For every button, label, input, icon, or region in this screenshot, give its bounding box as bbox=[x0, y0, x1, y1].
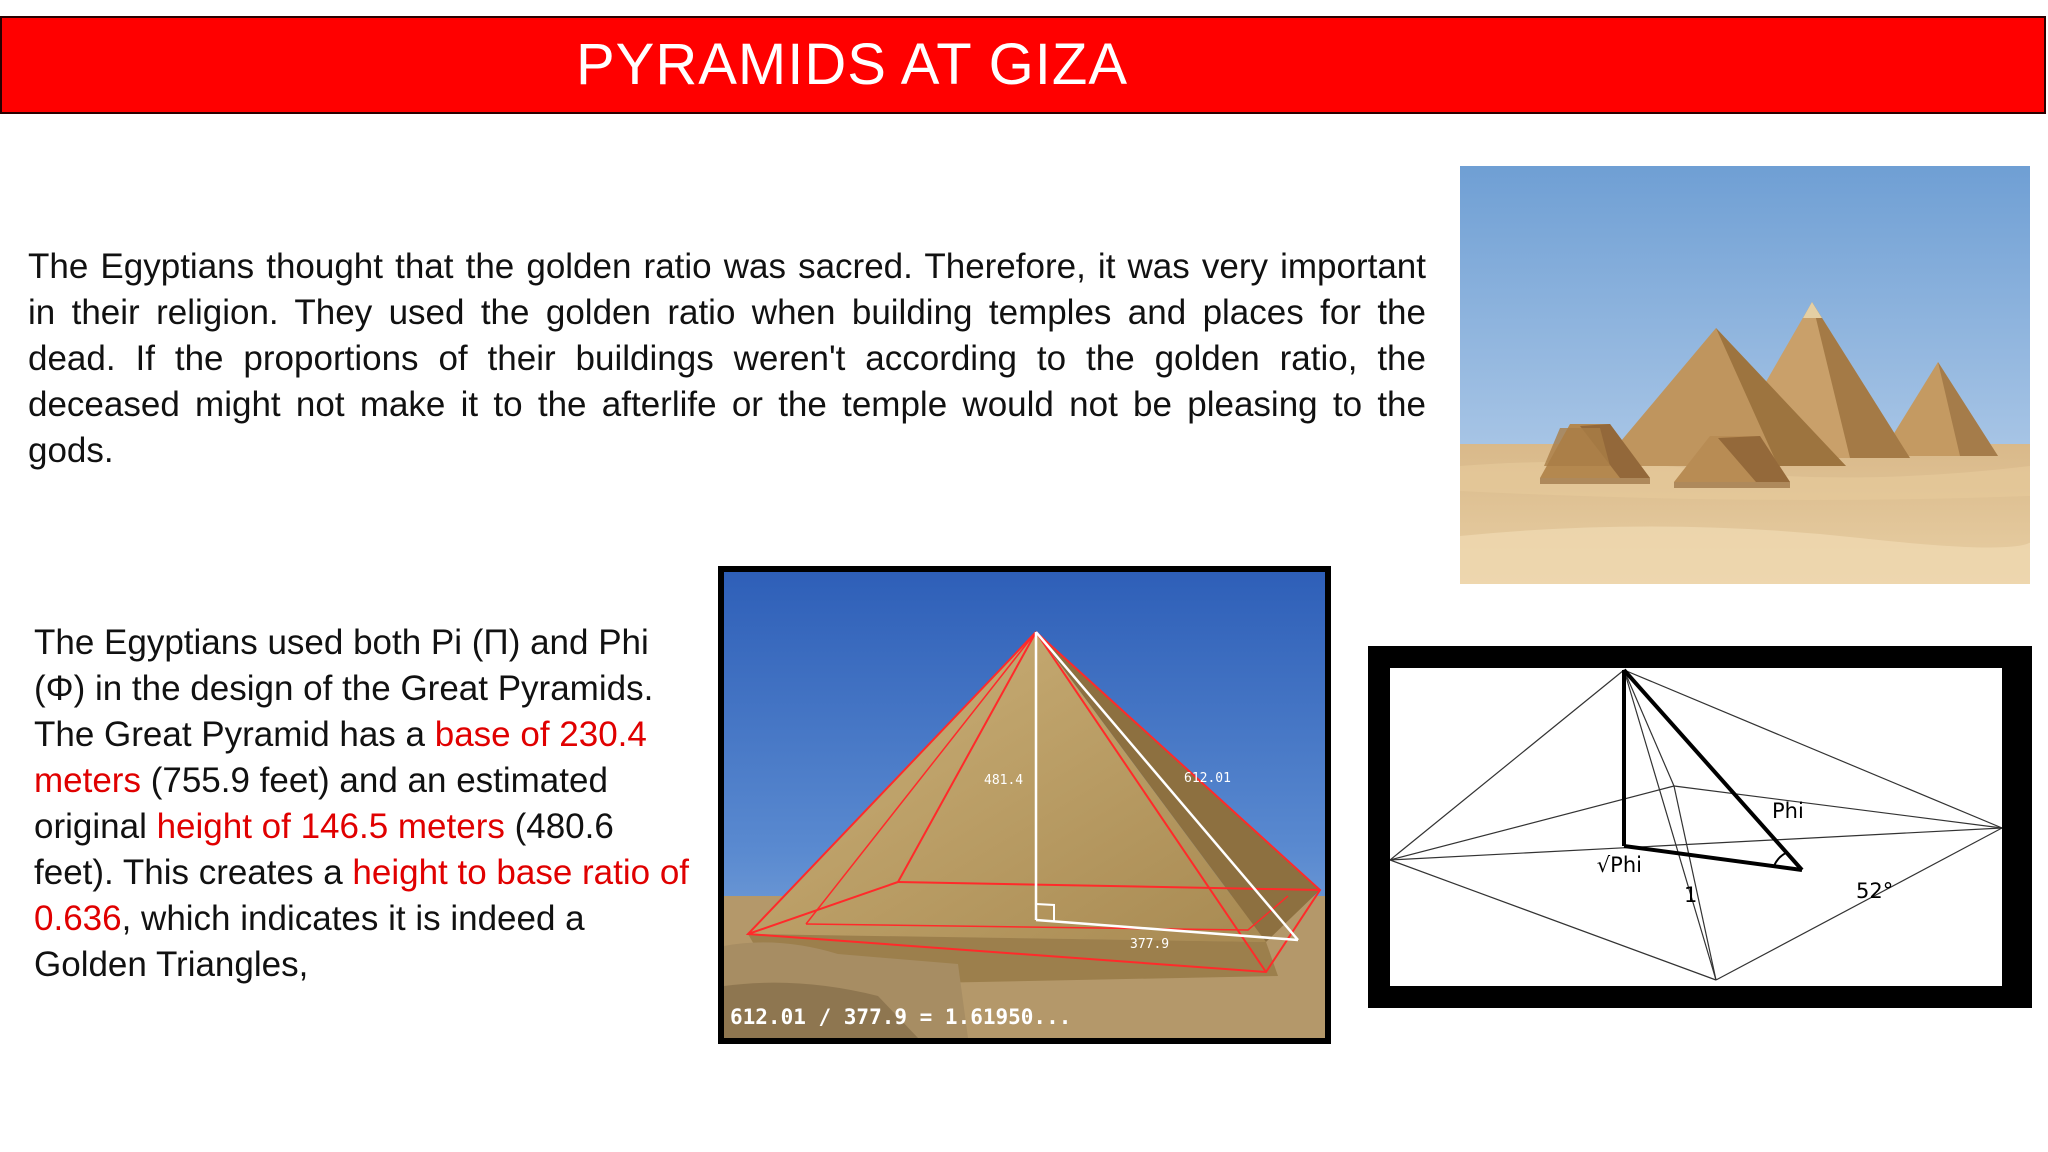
details-text-3: (480.6 feet). This creates a bbox=[34, 807, 614, 892]
details-text-4: , which indicates it is indeed a Golden Triangles, bbox=[34, 899, 585, 984]
pyramid-geometry-diagram bbox=[1368, 646, 2032, 1008]
diagram-canvas bbox=[1390, 668, 2002, 986]
height-label: 481.4 bbox=[984, 773, 1024, 788]
giza-pyramids-photo bbox=[1460, 166, 2030, 584]
half-base-label: 377.9 bbox=[1130, 937, 1170, 952]
phi-label: Phi bbox=[1772, 799, 1804, 823]
title-bar bbox=[0, 16, 2046, 114]
slant-label: 612.01 bbox=[1184, 771, 1231, 786]
intro-paragraph: The Egyptians thought that the golden ratio was sacred. Therefore, it was very important in their religion. They used the golden ratio when building temples and places for the dead. If the proportions of their buildings weren't according to the golden ratio, the deceased might not make it to the afterlife or the temple would not be pleasing to the gods. bbox=[28, 247, 1426, 470]
height-highlight: height of 146.5 meters bbox=[156, 807, 505, 846]
slide-title: PYRAMIDS AT GIZA bbox=[575, 32, 1129, 97]
base-one-label: 1 bbox=[1684, 883, 1698, 907]
ratio-caption: 612.01 / 377.9 = 1.61950... bbox=[730, 1005, 1072, 1029]
details-text-2: (755.9 feet) and an estimated original bbox=[34, 761, 608, 846]
angle-label: 52° bbox=[1856, 879, 1894, 903]
ratio-highlight: height to base ratio of 0.636 bbox=[34, 853, 690, 938]
great-pyramid-measurement-photo bbox=[718, 566, 1331, 1044]
details-paragraph bbox=[34, 620, 694, 988]
details-text-1: The Egyptians used both Pi (Π) and Phi (Φ) in the design of the Great Pyramids. The Great Pyramid has a bbox=[34, 623, 654, 754]
base-highlight: base of 230.4 meters bbox=[34, 715, 647, 800]
sqrt-phi-label: √Phi bbox=[1596, 853, 1642, 877]
